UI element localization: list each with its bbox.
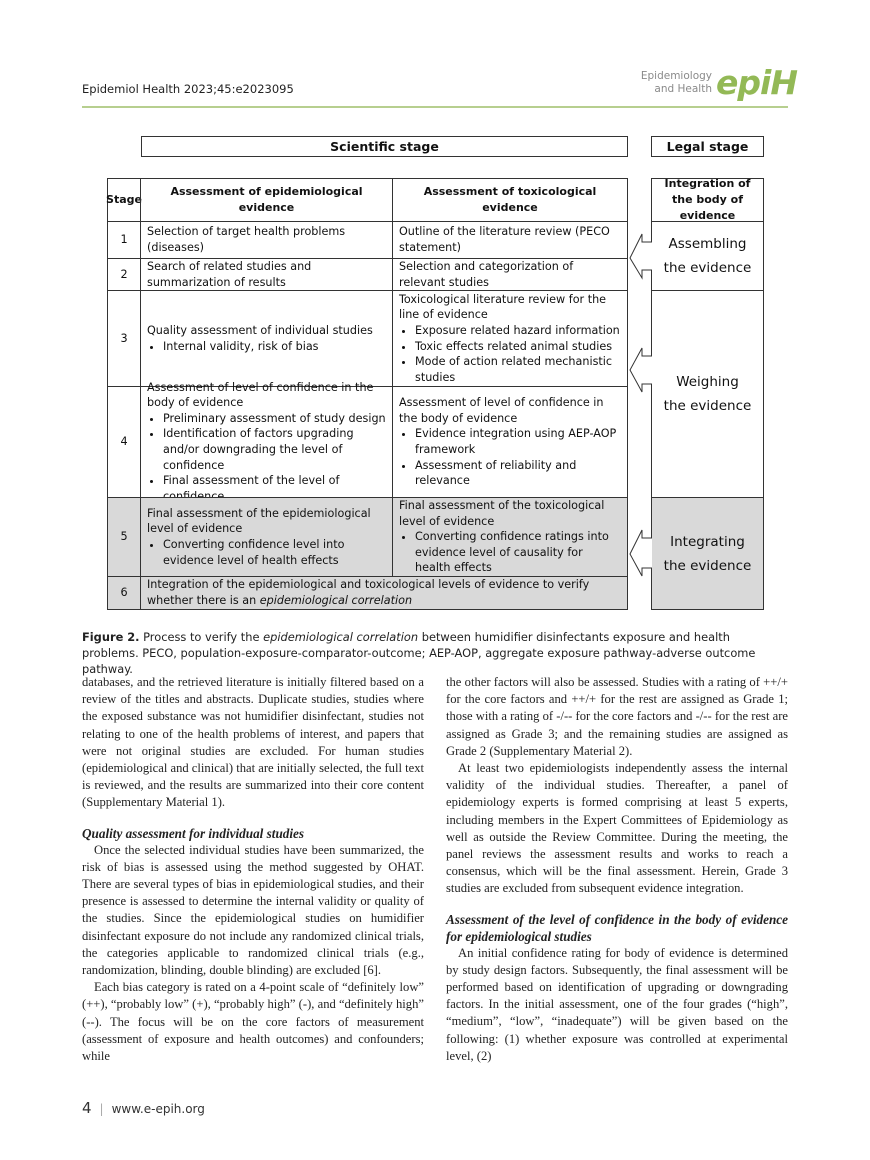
stage-3: 3 (107, 290, 141, 387)
epi-stage-2: Search of related studies and summarization of results (140, 258, 393, 291)
epi-stage-3-title: Quality assessment of individual studies (147, 323, 373, 337)
arrow-left-icon (630, 530, 652, 576)
page-number: 4 (82, 1099, 92, 1117)
epi-stage-4-title: Assessment of level of confidence in the body of evidence (147, 380, 374, 410)
right-column (446, 674, 788, 1065)
epi-stage-5-bullet: • Converting confidence level into evidence level of health effects (163, 537, 386, 568)
section-heading: Assessment of the level of confidence in the body of evidence for epidemiological studies (446, 911, 788, 944)
journal-name-line1: Epidemiology (640, 70, 712, 82)
figure-caption (82, 629, 788, 677)
footer-url: www.e-epih.org (111, 1102, 205, 1116)
legal-stage-label: Legal stage (651, 136, 764, 157)
page-footer (82, 1099, 205, 1117)
tox-stage-4 (392, 386, 628, 498)
tox-stage-3-bullet: • Exposure related hazard information (415, 323, 621, 339)
header-integration: Integration of the body of evidence (651, 178, 764, 222)
tox-stage-2: Selection and categorization of relevant studies (392, 258, 628, 291)
tox-stage-5-bullet: • Converting confidence ratings into evidence level of causality for health effects (415, 529, 621, 576)
legal-assembling-line2: the evidence (663, 260, 752, 276)
tox-stage-3-bullet: • Mode of action related mechanistic studies (415, 354, 621, 385)
journal-name-line2: and Health (654, 83, 712, 95)
caption-text: between humidifier disinfectants exposure and health problems. PECO, population-exposure-comparator-outcome; AEP-AOP, aggregate exposure pathway-adverse outcome pathway. (82, 630, 756, 676)
header-epidemiological: Assessment of epidemiological evidence (140, 178, 393, 222)
footer-separator: | (99, 1102, 104, 1116)
tox-stage-3 (392, 290, 628, 387)
caption-label: Figure 2. (82, 630, 140, 644)
legal-weighing-line1: Weighing (676, 374, 739, 390)
legal-assembling (651, 221, 764, 291)
paragraph: An initial confidence rating for body of evidence is determined by study design factors. Subsequently, the final assessment will be performed based on identification of upgrading or downgrading factors. In the initial assessment, one of the four grades (“high”, “medium”, “low”, “inadequate”) will be given based on the following: (1) whether exposure was controlled at experimental level, (2) (446, 945, 788, 1063)
tox-stage-4-title: Assessment of level of confidence in the body of evidence (399, 396, 604, 425)
header-toxicological: Assessment of toxicological evidence (392, 178, 628, 222)
legal-integrating-line1: Integrating (670, 533, 745, 550)
caption-text: Process to verify the (139, 630, 264, 644)
paragraph: Each bias category is rated on a 4-point scale of “definitely low” (++), “probably low” (+), “probably high” (-), and “definitely high” (--). The focus will be on the core factors of measurement (assessment of exposure and health outcomes) and confounders; while (82, 980, 424, 1064)
epi-stage-4-bullet: • Identification of factors upgrading and/or downgrading the level of confidence (163, 426, 386, 473)
stage-5: 5 (107, 497, 141, 577)
section-heading: Quality assessment for individual studies (82, 825, 305, 841)
epi-stage-3 (140, 290, 393, 387)
tox-stage-4-bullet: • Assessment of reliability and relevance (415, 458, 621, 489)
stage-6-italic: epidemiological correlation (259, 594, 413, 607)
stage-6-text: Integration of the epidemiological and toxicological levels of evidence to verify whether there is an (147, 578, 590, 607)
epi-stage-5-title: Final assessment of the epidemiological level of evidence (147, 506, 371, 536)
tox-stage-5 (392, 497, 628, 577)
paragraph: Once the selected individual studies have been summarized, the risk of bias is assessed using the method suggested by OHAT. There are several types of bias in epidemiological studies, and their presence is assessed to determine the internal validity or quality of the studies. Since the epidemiological studies on humidifier disinfectant exposure do not include any randomized clinical trials, the categories applicable to randomized clinical trials (e.g., randomization, blinding, double blinding) are excluded [6]. (82, 842, 424, 978)
stage-2: 2 (107, 258, 141, 291)
tox-stage-1: Outline of the literature review (PECO statement) (392, 221, 628, 259)
tox-stage-3-title: Toxicological literature review for the line of evidence (399, 292, 607, 322)
caption-italic: epidemiological correlation (263, 630, 419, 644)
paragraph: databases, and the retrieved literature is initially filtered based on a review of the titles and abstracts. Duplicate studies, studies where the exposed substance was not humidifier disinfectant, studies not relating to one of the health problems of interest, and papers that were not original studies are excluded. For human studies (epidemiological and clinical) that are initially selected, the full text is reviewed, and the results are summarized into their core content (Supplementary Material 1). (82, 675, 424, 810)
epi-stage-4 (140, 380, 393, 498)
flow-arrows (626, 220, 654, 612)
paragraph: At least two epidemiologists independently assess the internal validity of the individual studies. Thereafter, a panel of epidemiology experts is formed comprising at least 5 experts, including members in the Expert Committees of Epidemiology as well as outside the Review Committee. During the meeting, the panel reviews the assessment results and works to reach a consensus, which will be the final assessment. Herein, Grade 3 studies are excluded from subsequent evidence integration. (446, 761, 788, 896)
stage-1: 1 (107, 221, 141, 259)
tox-stage-3-bullet: • Toxic effects related animal studies (415, 339, 621, 355)
journal-citation: Epidemiol Health 2023;45:e2023095 (82, 82, 294, 96)
integration-stage-6 (140, 576, 628, 610)
epi-stage-5 (140, 497, 393, 577)
epi-stage-1: Selection of target health problems (diseases) (140, 221, 393, 259)
header-stage: Stage (107, 178, 141, 222)
scientific-stage-label: Scientific stage (141, 136, 628, 157)
legal-integrating (651, 497, 764, 610)
arrow-left-icon (630, 234, 652, 278)
epi-stage-4-bullet: • Preliminary assessment of study design (163, 411, 386, 427)
paragraph: the other factors will also be assessed. Studies with a rating of ++/+ for the core factors and ++/+ for the rest are assigned as Grade 1; those with a rating of -/-- for the core factors and -/-- for the rest are assigned as Grade 3; and the remaining studies are assigned as Grade 2 (Supplementary Material 2). (446, 675, 788, 758)
legal-weighing-line2: the evidence (663, 398, 752, 414)
epi-stage-4-bullet: • Final assessment of the level of (163, 473, 386, 504)
stage-6: 6 (107, 576, 141, 610)
tox-stage-5-title: Final assessment of the toxicological level of evidence (399, 499, 605, 528)
left-column (82, 674, 424, 1065)
stage-4: 4 (107, 386, 141, 498)
legal-assembling-line1: Assembling (668, 236, 747, 252)
tox-stage-4-bullet: • Evidence integration using AEP-AOP framework (415, 426, 621, 457)
legal-weighing (651, 290, 764, 498)
journal-logo: epiH (716, 63, 797, 102)
legal-integrating-line2: the evidence (663, 557, 752, 574)
arrow-left-icon (630, 348, 652, 392)
epi-stage-3-bullet: • Internal validity, risk of bias (163, 339, 386, 355)
